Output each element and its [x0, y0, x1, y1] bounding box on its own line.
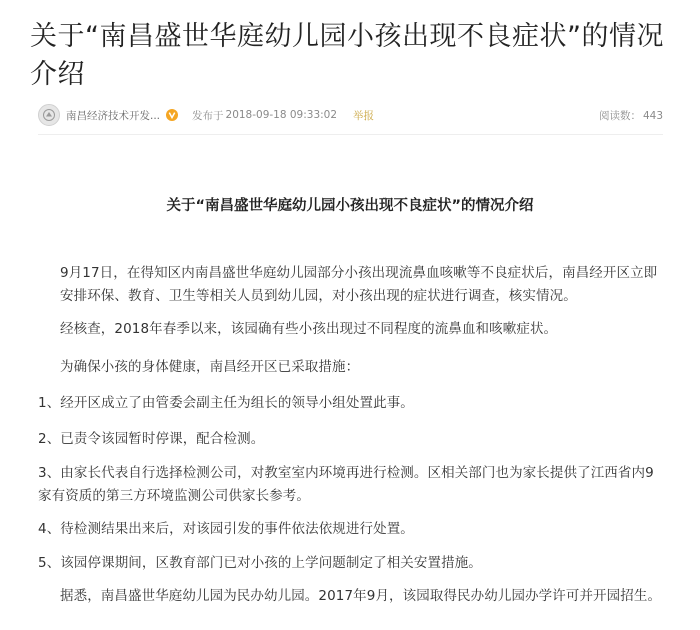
- list-item-4: 4、待检测结果出来后，对该园引发的事件依法依规进行处置。: [38, 521, 414, 537]
- publish-time: 2018-09-18 09:33:02: [225, 109, 338, 121]
- article-headline: 关于“南昌盛世华庭幼儿园小孩出现不良症状”的情况介绍: [30, 21, 664, 90]
- article-meta-bar: [38, 103, 663, 127]
- verified-v-icon: [166, 109, 178, 121]
- paragraph-verification: 经核查，2018年春季以来，该园确有些小孩出现过不同程度的流鼻血和咳嗽症状。: [60, 321, 558, 337]
- list-item-3: 3、由家长代表自行选择检测公司，对教室室内环境再进行检测。区相关部门也为家长提供了江西省内9家有资质的第三方环境监测公司供家长参考。: [38, 465, 654, 504]
- list-item-1: 1、经开区成立了由管委会副主任为组长的领导小组处置此事。: [38, 395, 414, 411]
- read-count: [599, 108, 663, 123]
- publish-label: 发布于: [192, 109, 224, 122]
- organization-logo-icon[interactable]: [38, 104, 60, 126]
- list-item-2: 2、已责令该园暂时停课，配合检测。: [38, 431, 265, 447]
- article-title: 关于“南昌盛世华庭幼儿园小孩出现不良症状”的情况介绍: [166, 198, 534, 214]
- meta-divider: [38, 134, 663, 135]
- read-count-value: 443: [642, 109, 663, 122]
- paragraph-background: 据悉，南昌盛世华庭幼儿园为民办幼儿园。2017年9月，该园取得民办幼儿园办学许可并开园招生。: [60, 588, 662, 604]
- report-link[interactable]: 举报: [353, 109, 375, 122]
- paragraph-intro: 9月17日，在得知区内南昌盛世华庭幼儿园部分小孩出现流鼻血咳嗽等不良症状后，南昌经开区立即安排环保、教育、卫生等相关人员到幼儿园，对小孩出现的症状进行调查，核实情况。: [60, 265, 658, 304]
- paragraph-measures-intro: 为确保小孩的身体健康，南昌经开区已采取措施：: [60, 359, 360, 375]
- author-name-link[interactable]: 南昌经济技术开发...: [66, 109, 161, 122]
- list-item-5: 5、该园停课期间，区教育部门已对小孩的上学问题制定了相关安置措施。: [38, 555, 482, 571]
- read-count-label: 阅读数：: [598, 109, 641, 122]
